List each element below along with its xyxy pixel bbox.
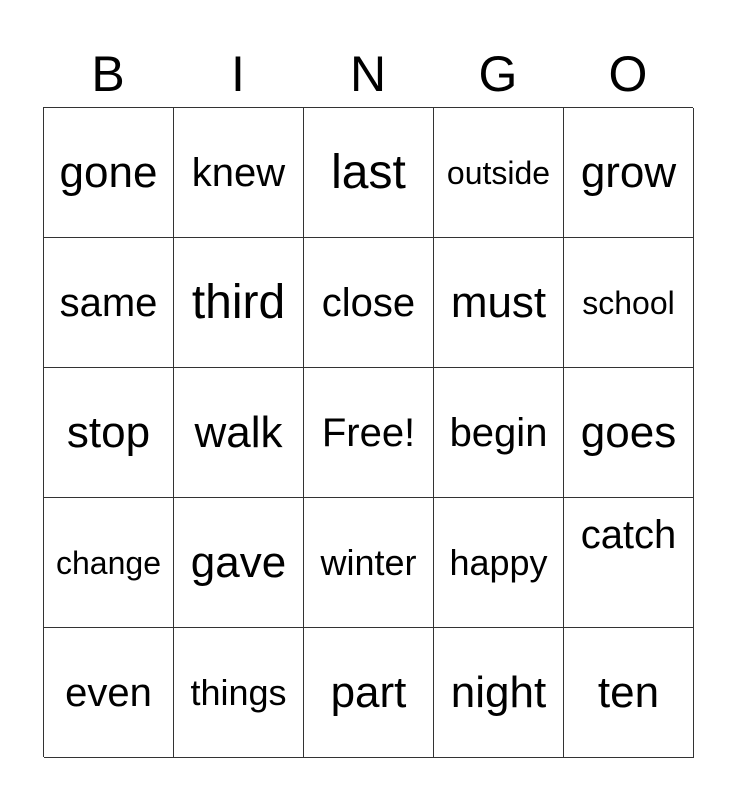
- free-space-cell: [304, 368, 434, 498]
- bingo-cell: [304, 108, 434, 238]
- bingo-cell: [44, 238, 174, 368]
- bingo-cell: [174, 238, 304, 368]
- cell-word: stop: [66, 407, 151, 457]
- bingo-cell: [564, 498, 694, 628]
- header-letter-i: I: [231, 46, 245, 102]
- cell-word: ten: [597, 667, 660, 717]
- bingo-cell: [564, 108, 694, 238]
- cell-word: begin: [449, 410, 548, 455]
- cell-word: happy: [449, 541, 548, 583]
- cell-word: school: [582, 284, 675, 321]
- cell-word: walk: [194, 407, 283, 457]
- bingo-cell: [434, 368, 564, 498]
- bingo-cell: [174, 628, 304, 758]
- bingo-cell: [564, 628, 694, 758]
- header-letter-b: B: [91, 46, 125, 102]
- cell-word: same: [59, 280, 158, 325]
- bingo-cell: [44, 108, 174, 238]
- cell-word: grow: [580, 147, 677, 197]
- free-space-label: Free!: [321, 410, 416, 455]
- cell-word: third: [191, 275, 286, 329]
- bingo-cell: [434, 498, 564, 628]
- cell-word: goes: [580, 407, 677, 457]
- bingo-cell: [304, 238, 434, 368]
- bingo-cell: [174, 498, 304, 628]
- cell-word: knew: [191, 150, 286, 195]
- cell-word: winter: [320, 541, 417, 583]
- header-letter-g: G: [478, 46, 518, 102]
- cell-word: things: [190, 671, 287, 713]
- cell-word: must: [450, 277, 547, 327]
- bingo-cell: [434, 628, 564, 758]
- bingo-board: [43, 107, 693, 757]
- cell-word: change: [56, 544, 161, 581]
- header-letter-o: O: [608, 46, 648, 102]
- bingo-header: [43, 44, 693, 104]
- cell-word: catch: [580, 513, 677, 557]
- cell-word: night: [450, 667, 547, 717]
- bingo-cell: [44, 628, 174, 758]
- cell-word: gave: [190, 537, 287, 587]
- bingo-cell: [304, 498, 434, 628]
- bingo-cell: [304, 628, 434, 758]
- cell-word: last: [331, 145, 406, 199]
- bingo-cell: [564, 238, 694, 368]
- bingo-cell: [564, 368, 694, 498]
- bingo-cell: [44, 498, 174, 628]
- cell-word: outside: [446, 154, 551, 191]
- cell-word: part: [330, 667, 407, 717]
- header-letter-n: N: [349, 46, 387, 102]
- cell-word: gone: [59, 147, 158, 197]
- cell-word: even: [65, 670, 152, 715]
- bingo-cell: [174, 108, 304, 238]
- bingo-cell: [44, 368, 174, 498]
- bingo-cell: [434, 108, 564, 238]
- cell-word: close: [321, 280, 416, 325]
- bingo-cell: [174, 368, 304, 498]
- bingo-cell: [434, 238, 564, 368]
